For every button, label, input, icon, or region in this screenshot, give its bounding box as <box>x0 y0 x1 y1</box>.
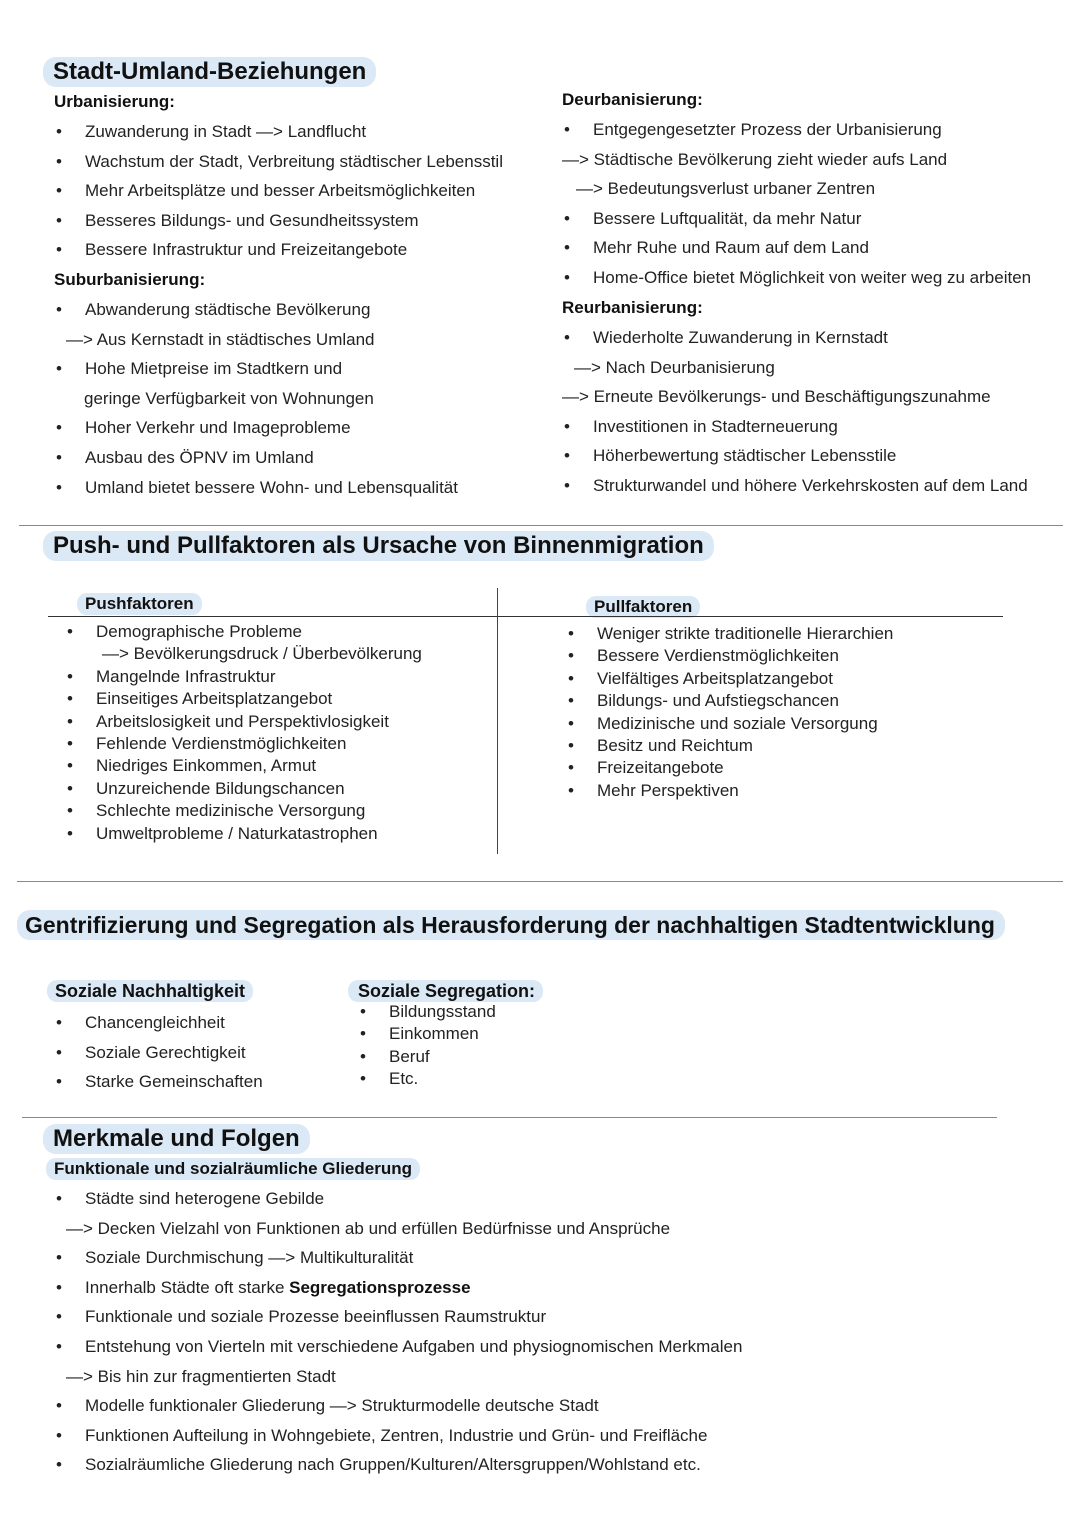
table-divider-vertical <box>497 588 498 854</box>
list-item: • Schlechte medizinische Versorgung <box>65 800 422 822</box>
list-item: • Medizinische und soziale Versorgung <box>566 713 893 735</box>
heading-deurbanisierung: Deurbanisierung: <box>562 90 703 109</box>
list-reurbanisierung <box>562 323 1028 501</box>
list-item: • Städte sind heterogene Gebilde <box>54 1184 742 1214</box>
list-item: • Wachstum der Stadt, Verbreitung städtischer Lebensstil <box>54 147 503 177</box>
list-item: • Niedriges Einkommen, Armut <box>65 755 422 777</box>
list-pullfaktoren <box>566 623 893 802</box>
list-item: • Starke Gemeinschaften <box>54 1067 263 1097</box>
list-item: • Chancengleichheit <box>54 1008 263 1038</box>
section-title-push-pull: Push- und Pullfaktoren als Ursache von Binnenmigration <box>43 531 714 561</box>
list-item: • Einseitiges Arbeitsplatzangebot <box>65 688 422 710</box>
table-rule-pull <box>497 616 1003 617</box>
list-item: • Beruf <box>358 1046 496 1068</box>
list-item: —> Decken Vielzahl von Funktionen ab und erfüllen Bedürfnisse und Ansprüche <box>66 1218 671 1238</box>
list-item: • Mehr Perspektiven <box>566 780 893 802</box>
divider <box>17 881 1063 882</box>
list-item: • Ausbau des ÖPNV im Umland <box>54 443 458 473</box>
list-soziale-nachhaltigkeit <box>54 1008 263 1097</box>
list-item: • Abwanderung städtische Bevölkerung <box>54 295 458 325</box>
list-item: • Hohe Mietpreise im Stadtkern und <box>54 354 458 384</box>
heading-reurbanisierung: Reurbanisierung: <box>562 298 703 317</box>
list-item: • Bessere Infrastruktur und Freizeitangebote <box>54 235 503 265</box>
list-item: • Arbeitslosigkeit und Perspektivlosigkeit <box>65 711 422 733</box>
heading-soziale-segregation: Soziale Segregation: <box>348 980 543 1002</box>
list-item: —> Bevölkerungsdruck / Überbevölkerung <box>102 644 422 664</box>
list-item: • Entgegengesetzter Prozess der Urbanisierung <box>562 115 1031 145</box>
table-rule-push <box>48 616 497 617</box>
list-item: • Fehlende Verdienstmöglichkeiten <box>65 733 422 755</box>
section-title-gentrifizierung: Gentrifizierung und Segregation als Herausforderung der nachhaltigen Stadtentwicklung <box>17 910 1005 940</box>
list-item: • Umweltprobleme / Naturkatastrophen <box>65 823 422 845</box>
emphasis-segregationsprozesse: Segregationsprozesse <box>289 1277 471 1297</box>
list-item: • Bessere Verdienstmöglichkeiten <box>566 645 893 667</box>
list-item: • Mangelnde Infrastruktur <box>65 666 422 688</box>
list-item: —> Bis hin zur fragmentierten Stadt <box>66 1366 336 1386</box>
heading-suburbanisierung: Suburbanisierung: <box>54 270 206 289</box>
list-soziale-segregation <box>358 1001 496 1091</box>
list-item: • Home-Office bietet Möglichkeit von weiter weg zu arbeiten <box>562 263 1031 293</box>
list-item: • Mehr Arbeitsplätze und besser Arbeitsmöglichkeiten <box>54 176 503 206</box>
list-item: • Höherbewertung städtischer Lebensstile <box>562 441 1028 471</box>
list-item: • Einkommen <box>358 1023 496 1045</box>
list-pushfaktoren <box>65 621 422 845</box>
list-item: • Soziale Gerechtigkeit <box>54 1038 263 1068</box>
list-item: —> Nach Deurbanisierung <box>574 357 775 377</box>
divider <box>19 525 1063 526</box>
list-item: • Soziale Durchmischung —> Multikulturalität <box>54 1243 742 1273</box>
list-item: • Etc. <box>358 1068 496 1090</box>
list-item: • Investitionen in Stadterneuerung <box>562 412 1028 442</box>
list-item: • Besitz und Reichtum <box>566 735 893 757</box>
list-item-text: Innerhalb Städte oft starke <box>85 1277 290 1297</box>
section-title-stadt-umland: Stadt-Umland-Beziehungen <box>43 57 376 87</box>
list-item: • Bessere Luftqualität, da mehr Natur <box>562 204 1031 234</box>
heading-urbanisierung: Urbanisierung: <box>54 92 175 111</box>
list-item: • Funktionen Aufteilung in Wohngebiete, Zentren, Industrie und Grün- und Freifläche <box>54 1421 742 1451</box>
list-item: • Wiederholte Zuwanderung in Kernstadt <box>562 323 1028 353</box>
list-item: • Freizeitangebote <box>566 757 893 779</box>
heading-pushfaktoren: Pushfaktoren <box>77 593 202 615</box>
list-item: • Strukturwandel und höhere Verkehrskosten auf dem Land <box>562 471 1028 501</box>
list-item: —> Aus Kernstadt in städtisches Umland <box>66 329 375 349</box>
list-item: —> Städtische Bevölkerung zieht wieder aufs Land <box>562 149 948 169</box>
list-item: • Demographische Probleme <box>65 621 422 643</box>
list-item: • Bildungs- und Aufstiegschancen <box>566 690 893 712</box>
section-title-merkmale: Merkmale und Folgen <box>43 1124 310 1154</box>
list-item: • Zuwanderung in Stadt —> Landflucht <box>54 117 503 147</box>
list-item <box>54 1273 742 1303</box>
list-item: • Entstehung von Vierteln mit verschiedene Aufgaben und physiognomischen Merkmalen <box>54 1332 742 1362</box>
list-item: • Hoher Verkehr und Imageprobleme <box>54 413 458 443</box>
list-item: —> Erneute Bevölkerungs- und Beschäftigungszunahme <box>562 387 991 407</box>
heading-soziale-nachhaltigkeit: Soziale Nachhaltigkeit <box>47 980 253 1002</box>
list-item: • Modelle funktionaler Gliederung —> Strukturmodelle deutsche Stadt <box>54 1391 742 1421</box>
subheading-gliederung: Funktionale und sozialräumliche Gliederung <box>46 1158 420 1180</box>
list-item: —> Bedeutungsverlust urbaner Zentren <box>576 179 876 199</box>
list-item: geringe Verfügbarkeit von Wohnungen <box>84 388 374 408</box>
divider <box>22 1117 997 1118</box>
list-item: • Unzureichende Bildungschancen <box>65 778 422 800</box>
list-item: • Weniger strikte traditionelle Hierarchien <box>566 623 893 645</box>
list-deurbanisierung <box>562 115 1031 293</box>
list-item: • Besseres Bildungs- und Gesundheitssystem <box>54 206 503 236</box>
list-item: • Mehr Ruhe und Raum auf dem Land <box>562 233 1031 263</box>
list-suburbanisierung <box>54 295 458 502</box>
list-item: • Funktionale und soziale Prozesse beeinflussen Raumstruktur <box>54 1302 742 1332</box>
list-item: • Vielfältiges Arbeitsplatzangebot <box>566 668 893 690</box>
list-item: • Bildungsstand <box>358 1001 496 1023</box>
list-item: • Umland bietet bessere Wohn- und Lebensqualität <box>54 473 458 503</box>
list-item: • Sozialräumliche Gliederung nach Gruppen/Kulturen/Altersgruppen/Wohlstand etc. <box>54 1450 742 1480</box>
list-urbanisierung <box>54 117 503 265</box>
heading-pullfaktoren: Pullfaktoren <box>586 596 700 618</box>
list-merkmale <box>54 1184 742 1480</box>
